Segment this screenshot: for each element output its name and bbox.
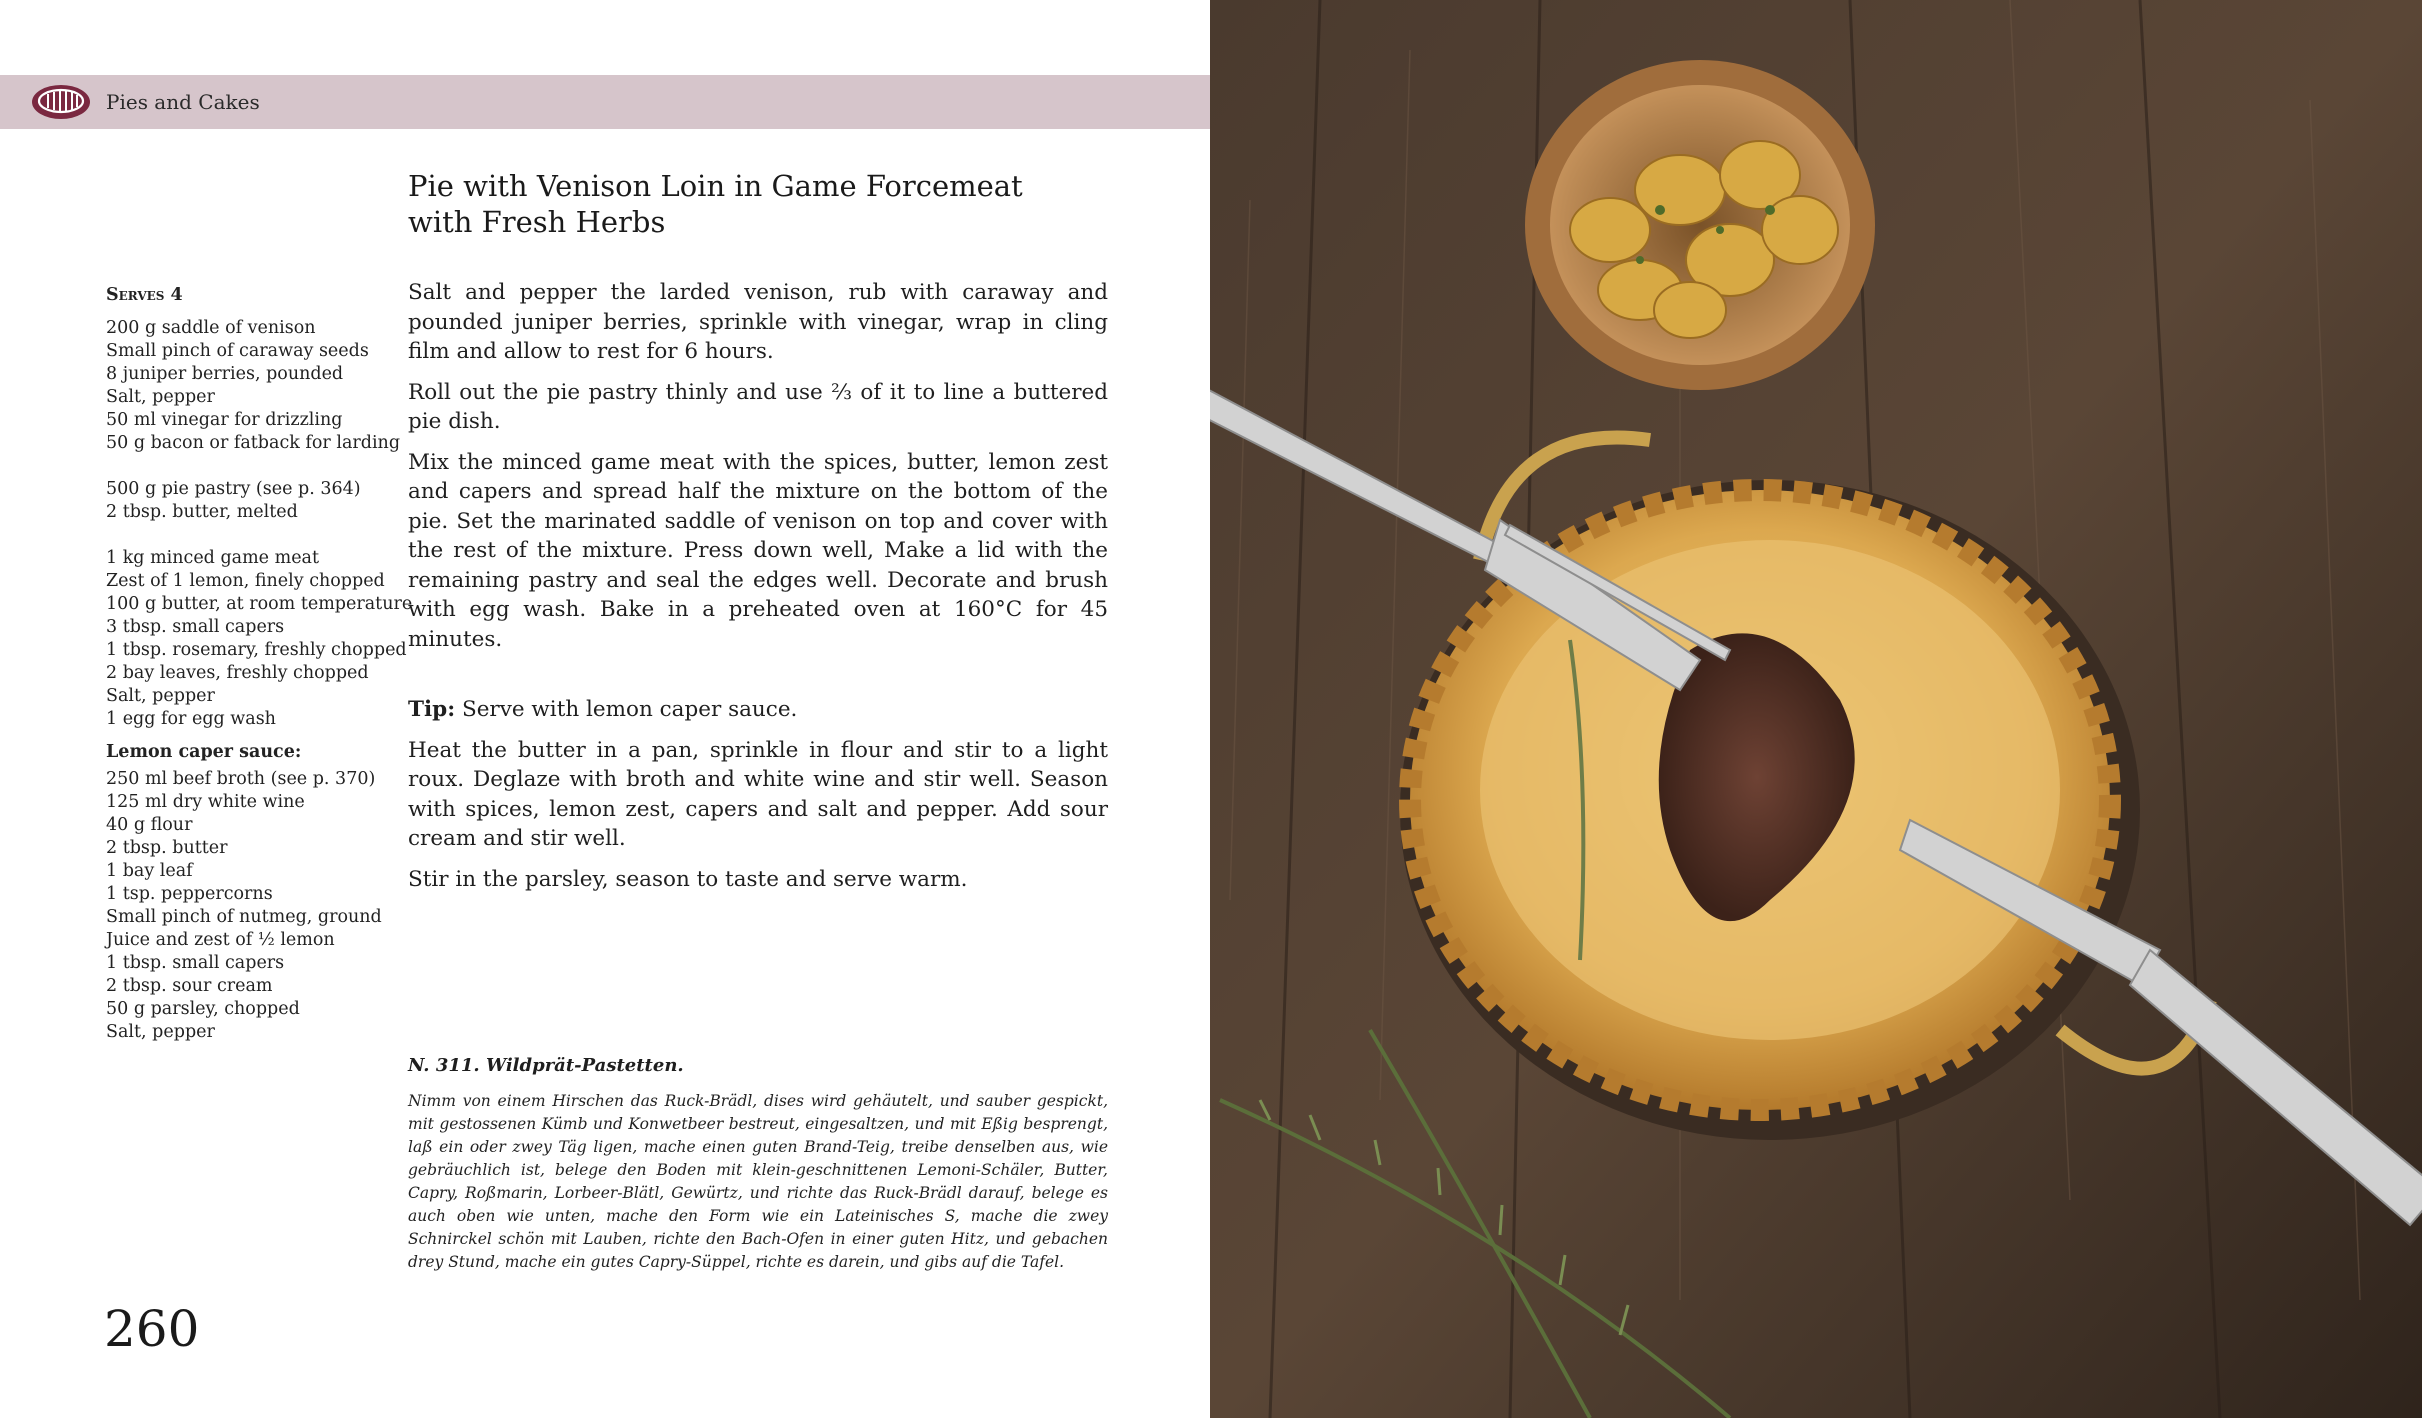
- tip-paragraph: [408, 695, 1108, 725]
- ingredient-item: 3 tbsp. small capers: [106, 617, 285, 637]
- ingredient-item: 200 g saddle of venison: [106, 318, 316, 338]
- section-header-band: [0, 75, 1210, 129]
- ingredient-item: 50 g parsley, chopped: [106, 999, 300, 1019]
- ingredient-item: 50 g bacon or fatback for larding: [106, 433, 401, 453]
- historic-recipe: [408, 1055, 1108, 1274]
- ingredient-item: 1 tbsp. rosemary, freshly chopped: [106, 640, 407, 660]
- ingredient-item: 1 bay leaf: [106, 861, 193, 881]
- ingredient-group-sauce: [106, 768, 396, 1044]
- ingredient-item: 2 tbsp. butter: [106, 838, 228, 858]
- ingredient-item: 40 g flour: [106, 815, 193, 835]
- ingredient-item: Salt, pepper: [106, 1022, 215, 1042]
- section-label: Pies and Cakes: [106, 90, 260, 114]
- method-paragraph: Stir in the parsley, season to taste and serve warm.: [408, 866, 968, 892]
- method-text: [408, 278, 1108, 905]
- ingredient-item: 8 juniper berries, pounded: [106, 364, 344, 384]
- ingredient-item: 125 ml dry white wine: [106, 792, 305, 812]
- pie-logo-icon: [30, 83, 92, 121]
- ingredient-item: Salt, pepper: [106, 387, 215, 407]
- ingredient-item: 2 tbsp. butter, melted: [106, 502, 298, 522]
- ingredient-item: 2 bay leaves, freshly chopped: [106, 663, 369, 683]
- ingredient-item: 500 g pie pastry (see p. 364): [106, 479, 361, 499]
- historic-title: N. 311. Wildprät-Pastetten.: [408, 1055, 684, 1076]
- ingredient-item: 1 kg minced game meat: [106, 548, 320, 568]
- recipe-title: [408, 168, 1168, 240]
- ingredient-item: Small pinch of caraway seeds: [106, 341, 369, 361]
- ingredient-item: 1 egg for egg wash: [106, 709, 276, 729]
- pie-photo-illustration: [1210, 0, 2422, 1418]
- ingredient-group-filling: [106, 547, 413, 731]
- historic-text: Nimm von einem Hirschen das Ruck-Brädl, dises wird gehäutelt, und sauber gespickt, mit gestossenen Kümb und Konwetbeer bestreut, eingesaltzen, und mit Eßig besprengt, laß ein oder zwey Täg ligen, mache einen guten Brand-Teig, treibe denselben aus, wie gebräuchlich ist, belege den Boden mit klein-geschnittenen Lemoni-Schäler, Butter, Capry, Roßmarin, Lorbeer-Blätl, Gewürtz, und richte das Ruck-Brädl darauf, belege es auch oben wie unten, mache den Form wie ein Lateinisches S, mache die zwey Schnirckel schön mit Lauben, richte den Bach-Ofen in einer guten Hitz, und gebachen drey Stund, mache ein gutes Capry-Süppel, richte es darein, und gibs auf die Tafel.: [408, 1092, 1108, 1271]
- ingredient-item: Small pinch of nutmeg, ground: [106, 907, 382, 927]
- method-paragraph: Heat the butter in a pan, sprinkle in flour and stir to a light roux. Deglaze with broth and white wine and stir well. Season with spices, lemon zest, capers and salt and pepper. Add sour cream and stir well.: [408, 737, 1108, 851]
- ingredient-item: Juice and zest of ½ lemon: [106, 930, 335, 950]
- pie-photo: [1210, 0, 2422, 1418]
- ingredient-item: 50 ml vinegar for drizzling: [106, 410, 343, 430]
- ingredient-item: Salt, pepper: [106, 686, 215, 706]
- ingredient-item: 100 g butter, at room temperature: [106, 594, 413, 614]
- ingredient-item: 250 ml beef broth (see p. 370): [106, 769, 376, 789]
- ingredient-group-pastry: [106, 478, 396, 524]
- method-paragraph: Mix the minced game meat with the spices, butter, lemon zest and capers and spread half the mixture on the bottom of the pie. Set the marinated saddle of venison on top and cover with the rest of the mixture. Press down well, Make a lid with the remaining pastry and seal the edges well. Decorate and brush with egg wash. Bake in a preheated oven at 160°C for 45 minutes.: [408, 449, 1108, 652]
- ingredient-item: 2 tbsp. sour cream: [106, 976, 273, 996]
- recipe-title-line: with Fresh Herbs: [408, 205, 666, 239]
- ingredient-item: Zest of 1 lemon, finely chopped: [106, 571, 385, 591]
- ingredient-item: 1 tsp. peppercorns: [106, 884, 273, 904]
- left-page: [0, 0, 1210, 1418]
- method-paragraph: Roll out the pie pastry thinly and use ⅔ of it to line a buttered pie dish.: [408, 379, 1108, 434]
- page-number: 260: [104, 1300, 200, 1358]
- recipe-title-line: Pie with Venison Loin in Game Forcemeat: [408, 169, 1023, 203]
- sauce-heading: Lemon caper sauce:: [106, 742, 302, 762]
- serves-label: Serves 4: [106, 285, 183, 305]
- method-paragraph: Salt and pepper the larded venison, rub with caraway and pounded juniper berries, sprinkle with vinegar, wrap in cling film and allow to rest for 6 hours.: [408, 280, 1108, 364]
- ingredient-group-marinade: [106, 317, 401, 455]
- ingredient-list: [106, 284, 413, 1044]
- tip-label: Tip:: [408, 697, 456, 722]
- tip-text: Serve with lemon caper sauce.: [455, 697, 798, 722]
- ingredient-item: 1 tbsp. small capers: [106, 953, 285, 973]
